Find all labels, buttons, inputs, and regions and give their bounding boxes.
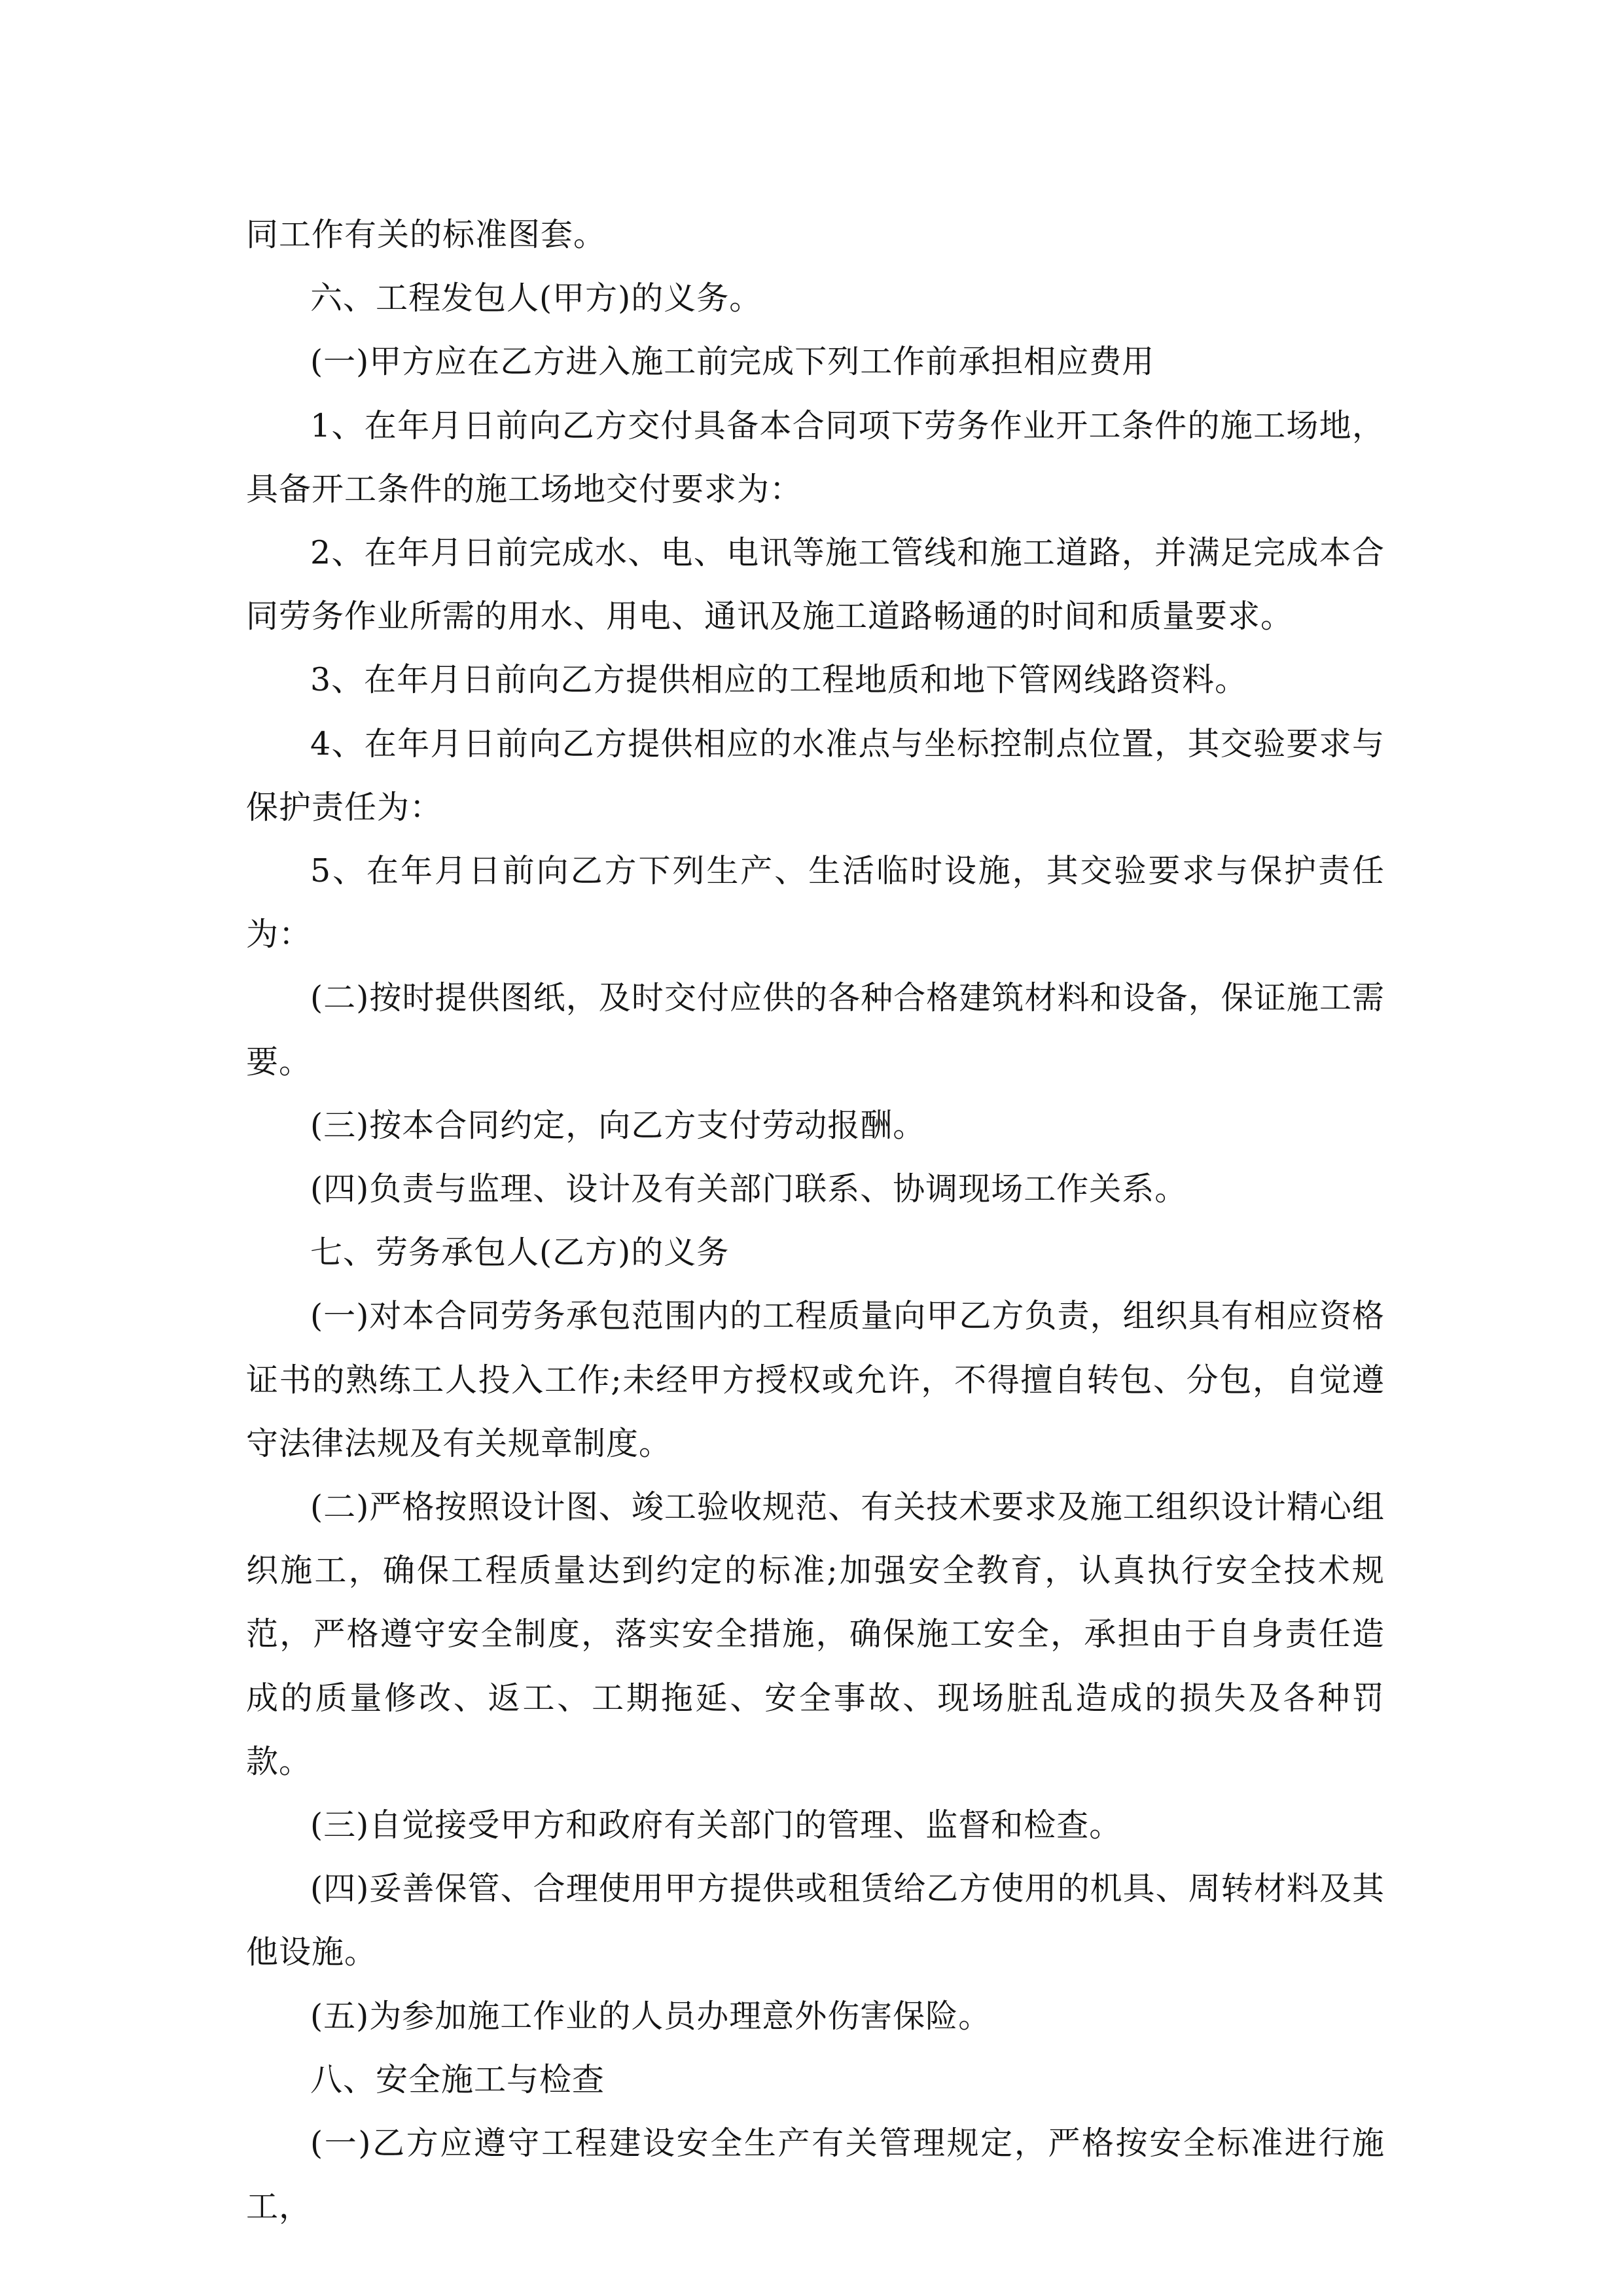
section-heading: 七、劳务承包人(乙方)的义务	[310, 1234, 730, 1272]
paragraph: (二)严格按照设计图、竣工验收规范、有关技术要求及施工组织设计精心组织施工，确保工程质量达到约定的标准;加强安全教育，认真执行安全技术规范，严格遵守安全制度，落实安全措施，确保施工安全，承担由于自身责任造成的质量修改、返工、工期拖延、安全事故、现场脏乱造成的损失及各种罚款。	[246, 1488, 1385, 1780]
paragraph: 同工作有关的标准图套。	[246, 216, 607, 253]
paragraph: (三)按本合同约定，向乙方支付劳动报酬。	[310, 1106, 926, 1144]
document-body	[246, 203, 1385, 2239]
paragraph: 2、在年月日前完成水、电、电讯等施工管线和施工道路，并满足完成本合同劳务作业所需的用水、用电、通讯及施工道路畅通的时间和质量要求。	[246, 534, 1385, 636]
paragraph: (四)妥善保管、合理使用甲方提供或租赁给乙方使用的机具、周转材料及其他设施。	[246, 1870, 1385, 1971]
paragraph: (一)甲方应在乙方进入施工前完成下列工作前承担相应费用	[310, 343, 1155, 381]
paragraph: (五)为参加施工作业的人员办理意外伤害保险。	[310, 1997, 991, 2035]
paragraph: (二)按时提供图纸，及时交付应供的各种合格建筑材料和设备，保证施工需要。	[246, 979, 1385, 1081]
paragraph: (一)对本合同劳务承包范围内的工程质量向甲乙方负责，组织具有相应资格证书的熟练工人投入工作;未经甲方授权或允许，不得擅自转包、分包，自觉遵守法律法规及有关规章制度。	[246, 1297, 1385, 1462]
paragraph: 5、在年月日前向乙方下列生产、生活临时设施，其交验要求与保护责任为：	[246, 852, 1385, 954]
paragraph: (一)乙方应遵守工程建设安全生产有关管理规定，严格按安全标准进行施工，	[246, 2125, 1385, 2226]
paragraph: (四)负责与监理、设计及有关部门联系、协调现场工作关系。	[310, 1170, 1188, 1208]
paragraph: (三)自觉接受甲方和政府有关部门的管理、监督和检查。	[310, 1806, 1122, 1844]
section-heading: 六、工程发包人(甲方)的义务。	[310, 279, 762, 317]
paragraph: 4、在年月日前向乙方提供相应的水准点与坐标控制点位置，其交验要求与保护责任为：	[246, 725, 1385, 826]
section-heading: 八、安全施工与检查	[310, 2060, 605, 2098]
paragraph: 3、在年月日前向乙方提供相应的工程地质和地下管网线路资料。	[310, 661, 1248, 699]
paragraph: 1、在年月日前向乙方交付具备本合同项下劳务作业开工条件的施工场地，具备开工条件的施工场地交付要求为：	[246, 406, 1385, 508]
